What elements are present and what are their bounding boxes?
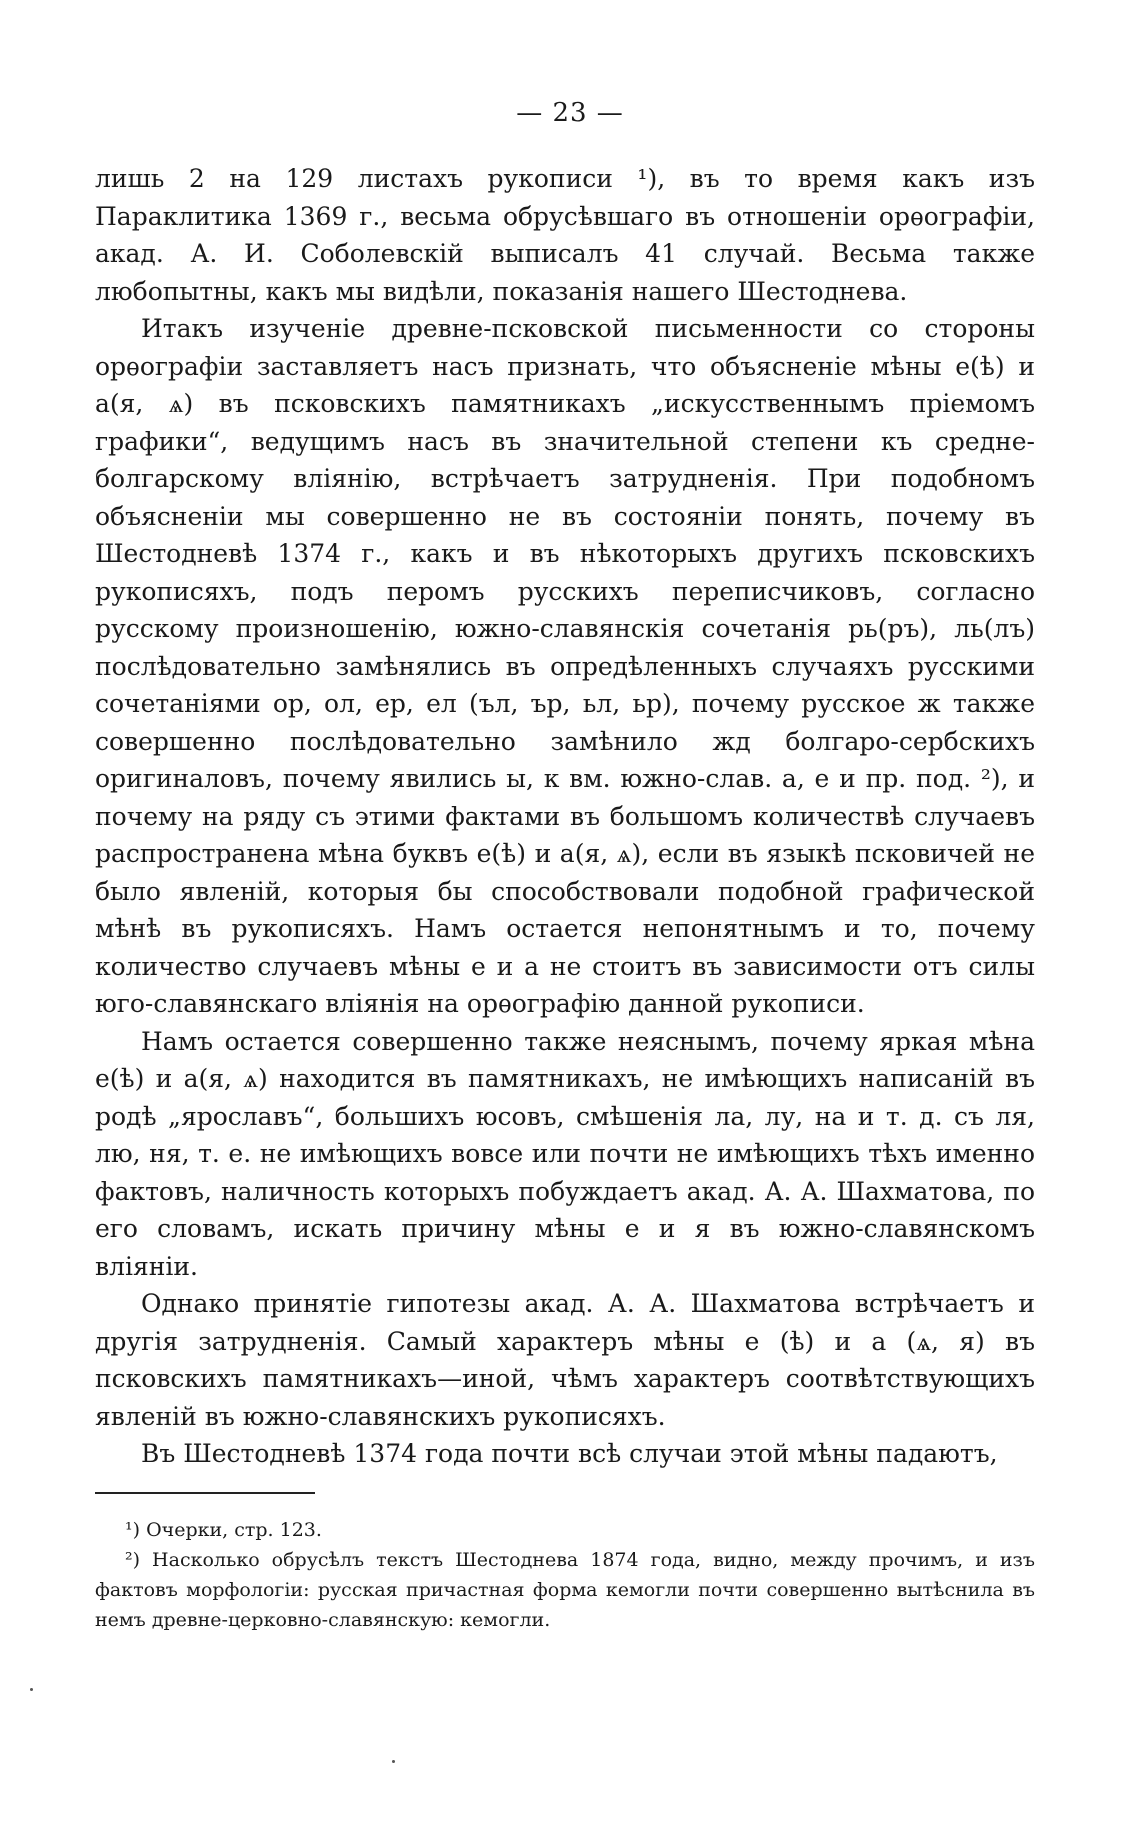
footnote-divider: [95, 1492, 315, 1494]
paragraph-5: Въ Шестодневѣ 1374 года почти всѣ случаи этой мѣны падаютъ,: [141, 1439, 998, 1468]
footnote-2: ²) Насколько обрусѣлъ текстъ Шестоднева 1874 года, видно, между прочимъ, и изъ фактовъ морфологіи: русская причастная форма кемогли почти совершенно вытѣснила въ немъ древне-церковно-славянскую: кемогли.: [95, 1549, 1035, 1631]
paragraph-2: Итакъ изученіе древне-псковской письменности со стороны орѳографіи заставляетъ насъ признать, что объясненіе мѣны е(ѣ) и а(я, ѧ) въ псковскихъ памятникахъ „искусственнымъ пріемомъ графики“, ведущимъ насъ въ значительной степени къ средне-болгарскому вліянію, встрѣчаетъ затрудненія. При подобномъ объясненіи мы совершенно не въ состояніи понять, почему въ Шестодневѣ 1374 г., какъ и въ нѣкоторыхъ другихъ псковскихъ рукописяхъ, подъ перомъ русскихъ переписчиковъ, согласно русскому произношенію, южно-славянскія сочетанія рь(ръ), ль(лъ) послѣдовательно замѣнялись въ опредѣленныхъ случаяхъ русскими сочетаніями ор, ол, ер, ел (ъл, ър, ьл, ьр), почему русское ж также совершенно послѣдовательно замѣнило жд болгаро-сербскихъ оригиналовъ, почему явились ы, к вм. южно-слав. а, е и пр. под. ²), и почему на ряду съ этими фактами въ большомъ количествѣ случаевъ распространена мѣна буквъ е(ѣ) и а(я, ѧ), если въ языкѣ псковичей не было явленій, которыя бы способствовали подобной графической мѣнѣ въ рукописяхъ. Намъ остается непонятнымъ и то, почему количество случаевъ мѣны е и а не стоитъ въ зависимости отъ силы юго-славянскаго вліянія на орѳографію данной рукописи.: [95, 314, 1035, 1018]
main-text: [95, 160, 1035, 1473]
paragraph-4: Однако принятіе гипотезы акад. А. А. Шахматова встрѣчаетъ и другія затрудненія. Самый характеръ мѣны е (ѣ) и а (ѧ, я) въ псковскихъ памятникахъ—иной, чѣмъ характеръ соотвѣтствующихъ явленій въ южно-славянскихъ рукописяхъ.: [95, 1289, 1035, 1431]
footnotes: [95, 1515, 1035, 1635]
footnote-1: ¹) Очерки, стр. 123.: [125, 1519, 322, 1541]
page-number: — 23 —: [516, 98, 624, 128]
scan-speck: [30, 1688, 33, 1691]
scan-speck: [392, 1760, 395, 1763]
paragraph-1: лишь 2 на 129 листахъ рукописи ¹), въ то время какъ изъ Параклитика 1369 г., весьма обрусѣвшаго въ отношеніи орѳографіи, акад. А. И. Соболевскій выписалъ 41 случай. Весьма также любопытны, какъ мы видѣли, показанія нашего Шестоднева.: [95, 164, 1035, 306]
paragraph-3: Намъ остается совершенно также неяснымъ, почему яркая мѣна е(ѣ) и а(я, ѧ) находится въ памятникахъ, не имѣющихъ написаній въ родѣ „ярославъ“, большихъ юсовъ, смѣшенія ла, лу, на и т. д. съ ля, лю, ня, т. е. не имѣющихъ вовсе или почти не имѣющихъ тѣхъ именно фактовъ, наличность которыхъ побуждаетъ акад. А. А. Шахматова, по его словамъ, искать причину мѣны е и я въ южно-славянскомъ вліяніи.: [95, 1026, 1035, 1281]
